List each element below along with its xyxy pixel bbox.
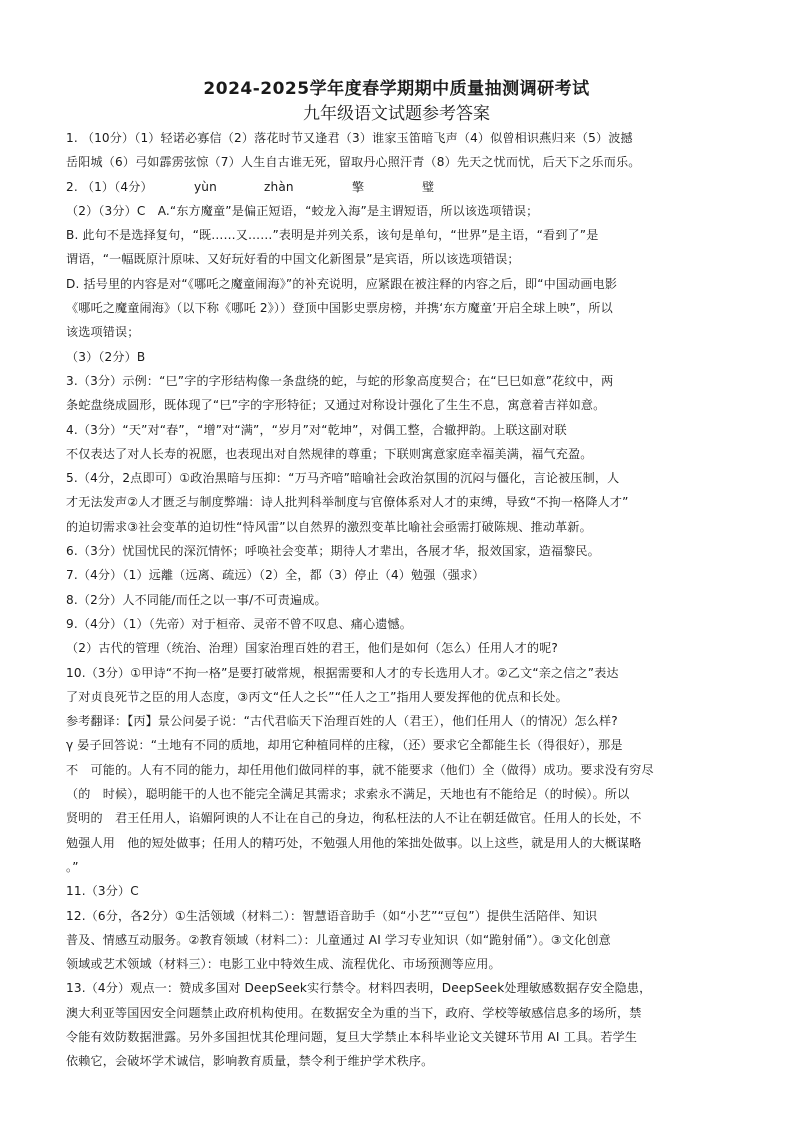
answer-line: 不仅表达了对人长寿的祝愿，也表现出对自然规律的尊重；下联则寓意家庭幸福美满，福气充盈。 [66, 446, 593, 461]
answer-line: 参考翻译：【丙】景公问晏子说：“古代君临天下治理百姓的人（君王），他们任用人（的情况）怎么样? [66, 714, 618, 729]
answer-line: 谓语，“一幅既原汁原味、又好玩好看的中国文化新图景”是宾语，所以该选项错误； [66, 252, 520, 267]
answer-line: 该选项错误； [66, 325, 140, 340]
q2-pinyin-row [66, 175, 728, 199]
answer-line: 《哪吒之魔童闹海》（以下称《哪吒 2》））登顶中国影史票房榜，并携‘东方魔童’开启全球上映”，所以 [66, 301, 613, 316]
answer-line: 才无法发声②人才匮乏与制度弊端：诗人批判科举制度与官僚体系对人才的束缚，导致“不拘一格降人才” [66, 495, 629, 510]
answer-line: D. 括号里的内容是对“《哪吒之魔童闹海》”的补充说明，应紧跟在被注释的内容之后，即“中国动画电影 [66, 276, 618, 291]
answer-line: （的 时候），聪明能干的人也不能完全满足其需求；求索永不满足，天地也有不能给足（的时候）。所以 [66, 787, 630, 802]
answer-line: 领域或艺术领域（材料三）：电影工业中特效生成、流程优化、市场预测等应用。 [66, 957, 501, 972]
answer-line: γ 晏子回答说：“土地有不同的质地，却用它种植同样的庄稼，（还）要求它全都能生长（得很好），那是 [66, 738, 623, 753]
answer-line: 条蛇盘绕成圆形，既体现了“巳”字的字形特征；又通过对称设计强化了生生不息，寓意着吉祥如意。 [66, 398, 606, 413]
q2-pinyin-item: yùn [194, 179, 217, 194]
answer-line: 11.（3分）C [66, 884, 139, 899]
answer-line: 8.（2分）人不同能/而任之以一事/不可责遍成。 [66, 592, 327, 607]
answer-line: 依赖它，会破坏学术诚信，影响教育质量，禁令利于维护学术秩序。 [66, 1054, 434, 1069]
answer-line: 不 可能的。人有不同的能力，却任用他们做同样的事，就不能要求（他们）全（做得）成功。要求没有穷尽 [66, 762, 654, 777]
document-title: 2024-2025学年度春学期期中质量抽测调研考试 [203, 79, 590, 99]
answer-line: 7.（4分）（1）远離（远离、疏远）（2）全，都（3）停止（4）勉强（强求） [66, 568, 485, 583]
q2-pinyin-item: 璧 [422, 179, 435, 194]
answer-line: 。” [66, 859, 79, 874]
q2-pinyin-lead: 2. （1）（4分） [66, 179, 153, 194]
answer-line: B. 此句不是选择复句，“既……又……”表明是并列关系，该句是单句，“世界”是主语，“看到了”是 [66, 228, 599, 243]
answer-line: 6.（3分）忧国忧民的深沉情怀；呼唤社会变革；期待人才辈出，各展才华，报效国家，造福黎民。 [66, 544, 600, 559]
answer-line: （2）古代的管理（统治、治理）国家治理百姓的君王，他们是如何（怎么）任用人才的呢? [66, 641, 558, 656]
answer-line: 13.（4分）观点一：赞成多国对 DeepSeek实行禁令。材料四表明，DeepSeek处理敏感数据存安全隐患， [66, 981, 652, 996]
answer-line: 贤明的 君王任用人，谄媚阿谀的人不让在自己的身边，徇私枉法的人不让在朝廷做官。任用人的长处，不 [66, 811, 642, 826]
answer-line: 岳阳城（6）弓如霹雳弦惊（7）人生自古谁无死，留取丹心照汗青（8）先天之忧而忧，后天下之乐而乐。 [66, 155, 641, 170]
answer-line: 澳大利亚等国因安全问题禁止政府机构使用。在数据安全为重的当下，政府、学校等敏感信息多的场所，禁 [66, 1005, 642, 1020]
answer-line: 了对贞良死节之臣的用人态度，③丙文“任人之长”“任人之工”指用人要发挥他的优点和长处。 [66, 689, 568, 704]
answer-line: 1. （10分）（1）轻诺必寡信（2）落花时节又逢君（3）谁家玉笛暗飞声（4）似曾相识燕归来（5）波撼 [66, 131, 633, 145]
answer-line: （2）（3分）C A.“东方魔童”是偏正短语，“蛟龙入海”是主谓短语，所以该选项错误； [66, 203, 539, 218]
answer-body [66, 126, 728, 1074]
answer-line: 4.（3分）“天”对“春”，“增”对“满”，“岁月”对“乾坤”，对偶工整，合辙押韵。上联这副对联 [66, 422, 567, 437]
answer-line: 的迫切需求③社会变革的迫切性“恃风雷”以自然界的激烈变革比喻社会亟需打破陈规、推动革新。 [66, 519, 592, 534]
q2-pinyin-item: 擎 [352, 179, 365, 194]
q2-pinyin-item: zhàn [264, 179, 294, 194]
answer-line: 12.（6分，各2分）①生活领域（材料二）：智慧语音助手（如“小艺”“豆包”）提供生活陪伴、知识 [66, 908, 598, 923]
answer-line: 普及、情感互动服务。②教育领域（材料二）：儿童通过 AI 学习专业知识（如“跪射俑”）。③文化创意 [66, 932, 611, 947]
answer-line: 10.（3分）①甲诗“不拘一格”是要打破常规，根据需要和人才的专长选用人才。②乙文“亲之信之”表达 [66, 665, 619, 680]
answer-line: 9.（4分）（1）（先帝）对于桓帝、灵帝不曾不叹息、痛心遗憾。 [66, 616, 413, 631]
answer-line: 5.（4分，2点即可）①政治黑暗与压抑：“万马齐喑”暗喻社会政治氛围的沉闷与僵化，言论被压制，人 [66, 471, 620, 486]
answer-line: 勉强人用 他的短处做事；任用人的精巧处，不勉强人用他的笨拙处做事。以上这些，就是用人的大概谋略 [66, 835, 642, 850]
document-subtitle: 九年级语文试题参考答案 [303, 104, 490, 124]
answer-line: 3.（3分）示例：“巳”字的字形结构像一条盘绕的蛇，与蛇的形象高度契合；在“巳巳如意”花纹中，两 [66, 373, 614, 388]
answer-line: 令能有效防数据泄露。另外多国担忧其伦理问题，复旦大学禁止本科毕业论文关键环节用 AI 工具。若学生 [66, 1029, 638, 1044]
answer-line: （3）（2分）B [66, 349, 146, 364]
